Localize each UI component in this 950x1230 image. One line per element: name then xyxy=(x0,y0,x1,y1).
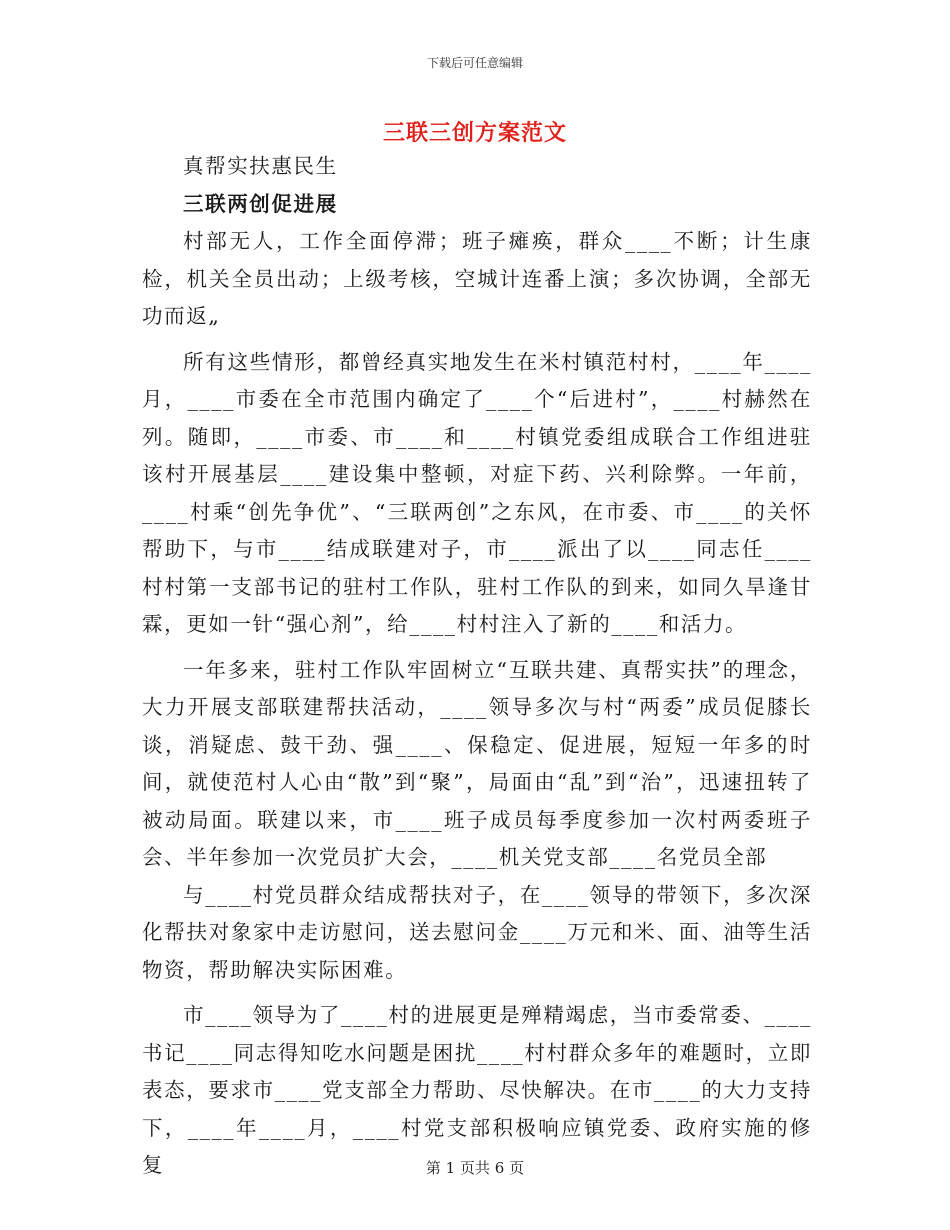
paragraph: 村部无人，工作全面停滞；班子瘫痪，群众____不断；计生康检，机关全员出动；上级考核，空城计连番上演；多次协调，全部无功而返„ xyxy=(142,229,812,328)
paragraph: 市____领导为了____村的进展更是殚精竭虑，当市委常委、____书记____同志得知吃水问题是困扰____村村群众多年的难题时，立即表态，要求市____党支部全力帮助、尽快解决。在市____的大力支持下，____年____月，____村党支部积极响应镇党委、政府实施的修复 xyxy=(142,1003,812,1177)
paragraph: 与____村党员群众结成帮扶对子，在____领导的带领下，多次深化帮扶对象家中走访慰问，送去慰问金____万元和米、面、油等生活物资，帮助解决实际困难。 xyxy=(142,882,812,982)
paragraph: 所有这些情形，都曾经真实地发生在米村镇范村村，____年____月，____市委在全市范围内确定了____个“后进村”，____村赫然在列。随即，____市委、市____和____村镇党委组成联合工作组进驻该村开展基层____建设集中整顿，对症下药、兴利除弊。一年前，____村乘“创先争优”、“三联两创”之东风，在市委、市____的关怀帮助下，与市____结成联建对子，市____派出了以____同志任____村村第一支部书记的驻村工作队，驻村工作队的到来，如同久旱逢甘霖，更如一针“强心剂”，给____村村注入了新的____和活力。 xyxy=(142,349,812,636)
subtitle-line-1: 真帮实扶惠民生 xyxy=(183,154,338,178)
page-footer: 第 1 页共 6 页 xyxy=(425,1159,525,1177)
document-title: 三联三创方案范文 xyxy=(382,120,567,146)
subtitle-line-2: 三联两创促进展 xyxy=(183,191,338,216)
paragraph: 一年多来，驻村工作队牢固树立“互联共建、真帮实扶”的理念，大力开展支部联建帮扶活动，____领导多次与村“两委”成员促膝长谈，消疑虑、鼓干劲、强____、保稳定、促进展，短短一年多的时间，就使范村人心由“散”到“聚”，局面由“乱”到“治”，迅速扭转了被动局面。联建以来，市____班子成员每季度参加一次村两委班子会、半年参加一次党员扩大会，____机关党支部____名党员全部 xyxy=(142,657,812,869)
document-body xyxy=(142,148,812,1185)
page-header: 下载后可任意编辑 xyxy=(426,56,523,70)
